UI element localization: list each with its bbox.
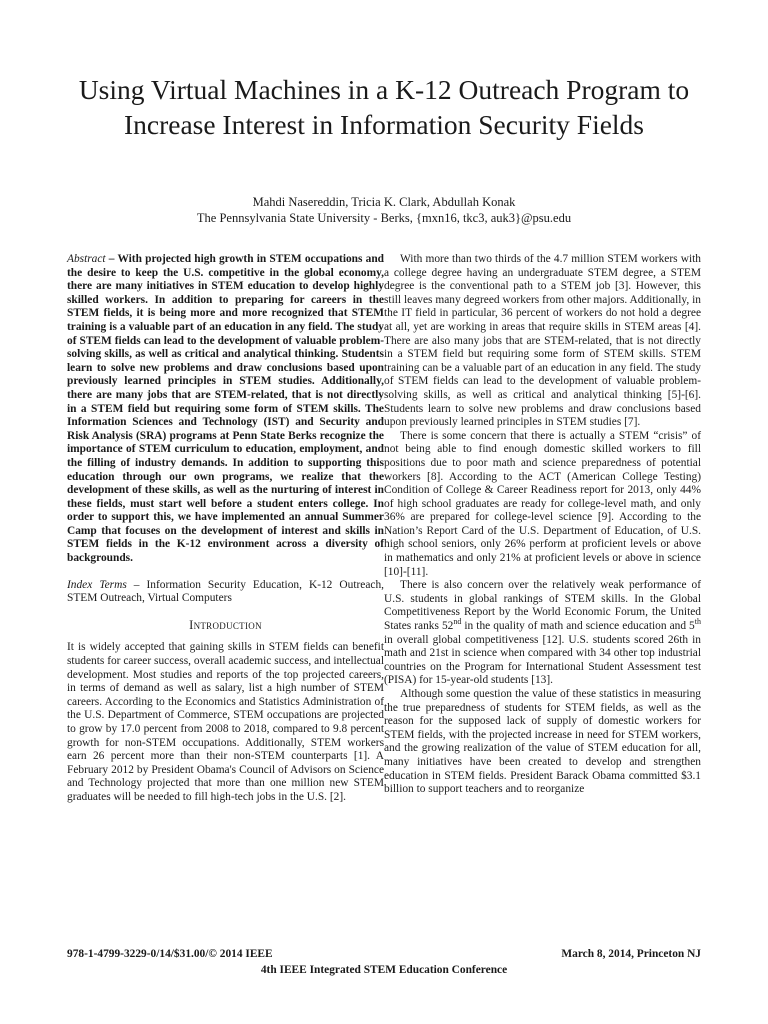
body-paragraph-3-part-c: in overall global competitiveness [12]. U.S. students scored 26th in math and 21st in science when compared with 34 other top industrial countries on the Program for International Student Assessment test (PISA) for 15-year-old students [13]. [384, 633, 701, 687]
body-paragraph-2: There is some concern that there is actually a STEM “crisis” of not being able to find enough domestic skilled workers to fill positions due to poor math and science preparedness of potential workers [8]. According to the ACT (American College Testing) Condition of College & Career Readiness report for 2013, only 44% of high school graduates are ready for college-level math, and only 36% are prepared for college-level science [9]. According to the Nation’s Report Card of the U.S. Department of Education, of U.S. high school seniors, only 26% perform at proficient levels or above in mathematics and only 21% at proficient levels or above in science [10]-[11]. [384, 429, 701, 578]
intro-paragraph-1: It is widely accepted that gaining skills in STEM fields can benefit students for career success, overall academic success, and intellectual development. Most studies and reports of the top projected careers, in terms of demand as well as salary, list a high number of STEM careers. According to the Economics and Statistics Administration of the U.S. Department of Commerce, STEM occupations are projected to grow by 17.0 percent from 2008 to 2018, compared to 9.8 percent growth for non-STEM occupations. Additionally, STEM workers earn 26 percent more than their non-STEM counterparts [1]. A February 2012 by President Obama's Council of Advisors on Science and Technology projected that more than one million new STEM graduates will be needed to fill high-tech jobs in the U.S. [2]. [67, 641, 384, 803]
index-terms-label: Index Terms [67, 578, 127, 591]
paper-title: Using Virtual Machines in a K-12 Outreach Program to Increase Interest in Information Security Fields [78, 74, 690, 140]
body-paragraph-3-part-a: There is also concern over the relatively weak performance of U.S. students in global rankings of STEM skills. In the Global Competitiveness Report by the World Economic Forum, the United States ranks 52 [384, 579, 701, 633]
abstract [67, 253, 384, 566]
body-paragraph-1: With more than two thirds of the 4.7 million STEM workers with a college degree having an undergraduate STEM degree, a STEM degree is the conventional path to a STEM job [3]. However, this still leaves many degreed workers from other majors. Additionally, in the IT field in particular, 36 percent of workers do not hold a degree at all, yet are working in areas that require skills in STEM areas [4]. There are also many jobs that are STEM-related, that is not directly in a STEM field but requiring some form of STEM skills. STEM training can be a valuable part of an education in any field. The study of STEM fields can lead to the development of valuable problem-solving skills, as well as critical and analytical thinking [5]-[6]. Students learn to solve new problems and draw conclusions based upon previously learned principles in STEM studies [7]. [384, 253, 701, 429]
footer-copyright: 978-1-4799-3229-0/14/$31.00/© 2014 IEEE [67, 948, 273, 960]
right-column [384, 253, 701, 797]
left-column [67, 253, 384, 805]
footer-date-location: March 8, 2014, Princeton NJ [561, 948, 701, 960]
affiliation: The Pennsylvania State University - Berks, {mxn16, tkc3, auk3}@psu.edu [196, 211, 572, 225]
body-paragraph-4: Although some question the value of these statistics in measuring the true preparedness of students for STEM fields, as well as the reason for the supposed lack of supply of domestic workers for STEM fields, with the projected increase in need for STEM workers, and the growing realization of the value of STEM education for all, many initiatives have been created to develop and strengthen education in STEM fields. President Barack Obama committed $3.1 billion to support teachers and to reorganize [384, 688, 701, 796]
body-paragraph-3-part-b: in the quality of math and science education and 5 [461, 620, 695, 633]
abstract-label: Abstract [67, 253, 106, 265]
abstract-text: – With projected high growth in STEM occupations and the desire to keep the U.S. competitive in the global economy, there are many initiatives in STEM education to develop highly skilled workers. In addition to preparing for careers in the STEM fields, it is being more and more recognized that STEM training is a valuable part of an education in any field. The study of STEM fields can lead to the development of valuable problem-solving skills, as well as critical and analytical thinking. Students learn to solve new problems and draw conclusions based upon previously learned principles in STEM studies. Additionally, there are many jobs that are STEM-related, that is not directly in a STEM field but requiring some form of STEM skills. The Information Sciences and Technology (IST) and Security and Risk Analysis (SRA) programs at Penn State Berks recognize the importance of STEM curriculum to education, employment, and the filling of industry demands. In addition to supporting this education through our own programs, we realize that the development of these skills, as well as the nurturing of interest in these fields, must start well before a student enters college. In order to support this, we have implemented an annual Summer Camp that focuses on the development of interest and skills in STEM fields in the K-12 environment across a diversity of backgrounds. [67, 253, 384, 565]
index-terms-text: – Information Security Education, K-12 Outreach, STEM Outreach, Virtual Computers [67, 578, 384, 605]
footer-conference: 4th IEEE Integrated STEM Education Conference [260, 964, 508, 976]
superscript-th: th [694, 617, 701, 627]
author-list: Mahdi Nasereddin, Tricia K. Clark, Abdullah Konak [252, 195, 516, 209]
index-terms [67, 579, 384, 606]
superscript-nd: nd [453, 617, 462, 627]
section-heading-introduction: Introduction [189, 617, 262, 632]
body-paragraph-3 [384, 579, 701, 688]
